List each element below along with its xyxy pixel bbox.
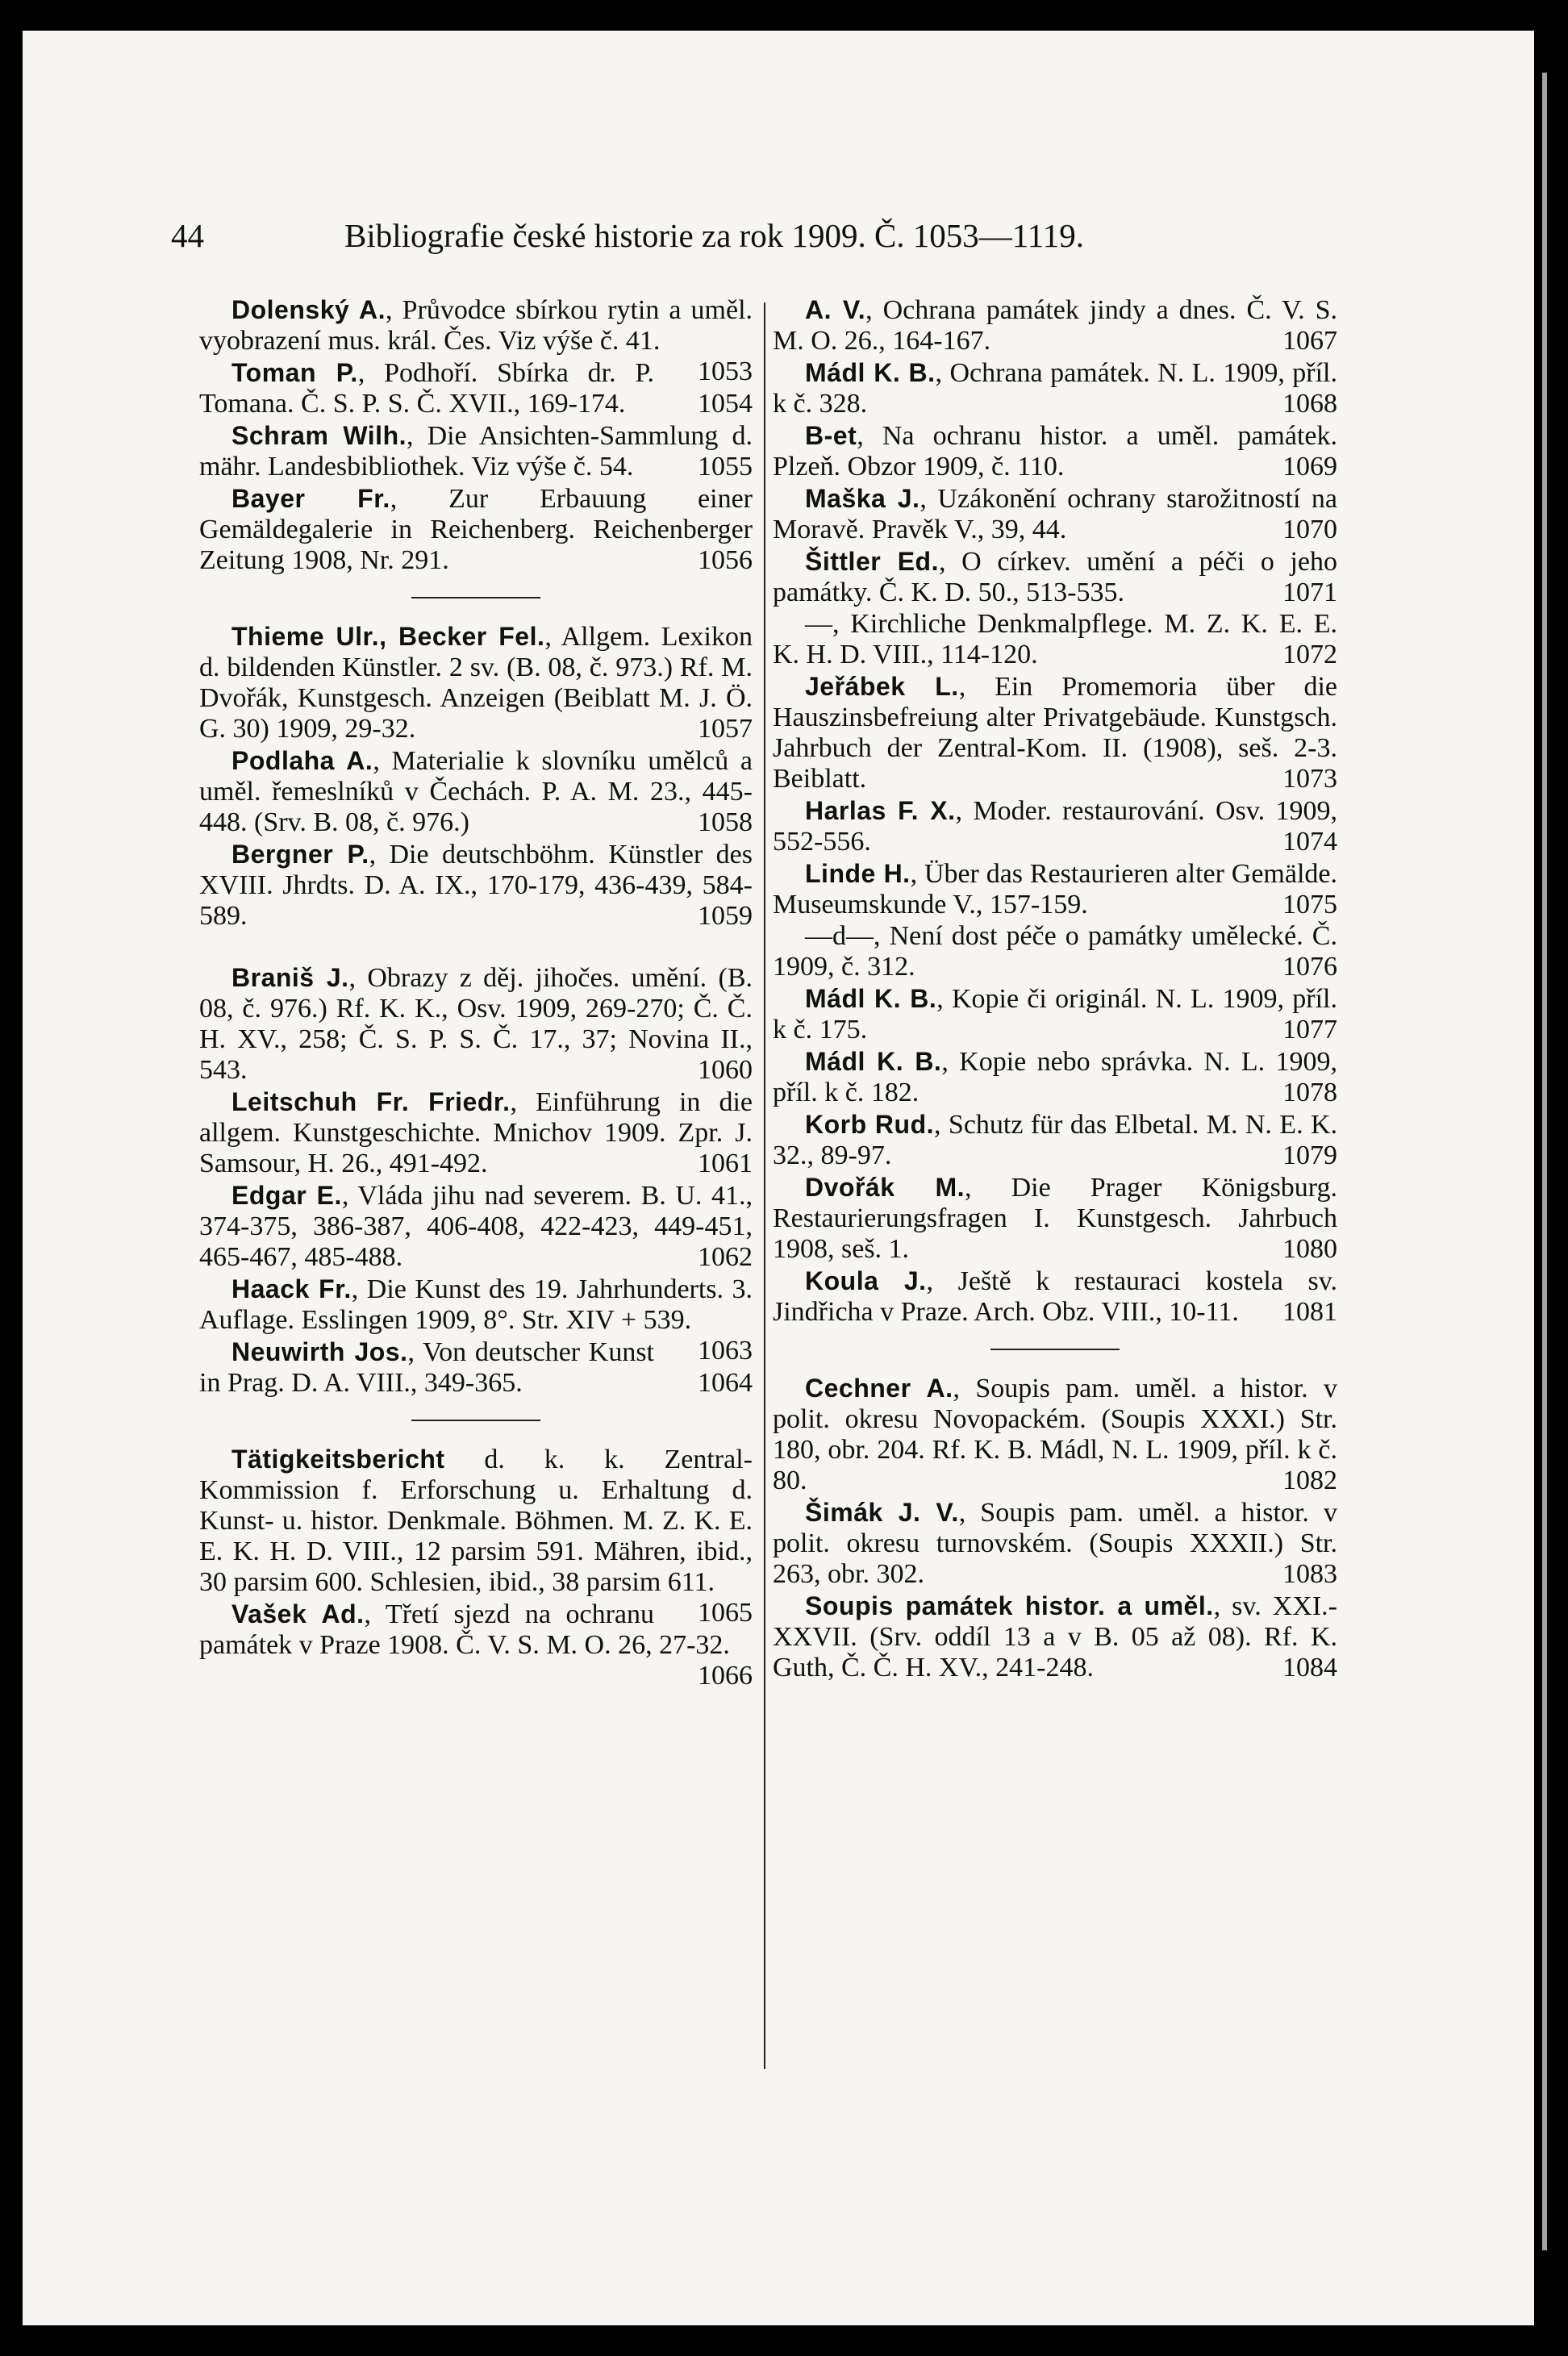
entry-text: —d—, Není dost péče o památky umělecké. Č. 1909, č. 312. [773, 921, 1337, 982]
entry-number: 1080 [1282, 1234, 1337, 1264]
entry-number: 1061 [698, 1149, 753, 1178]
entry-text: , Die deutschböhm. Künstler des XVIII. Jhrdts. D. A. IX., 170-179, 436-439, 584-589. [199, 840, 753, 931]
running-title: Bibliografie české historie za rok 1909. Č. 1053—1119. [344, 217, 1084, 254]
bibliography-entry [773, 1497, 1337, 1590]
entry-number: 1084 [1282, 1653, 1337, 1683]
bibliography-entry [773, 1266, 1337, 1328]
entry-text: , Moder. restaurování. Osv. 1909, 552-556. [773, 796, 1338, 857]
entry-author: Edgar E. [231, 1181, 342, 1210]
entry-text: , Ochrana památek. N. L. 1909, příl. k č. 328. [773, 358, 1337, 419]
entry-author: Mádl K. B. [805, 358, 936, 387]
entry-text: , sv. XXI.-XXVII. (Srv. oddíl 13 a v B. 05 až 08). Rf. K. Guth, Č. Č. H. XV., 241-248. [773, 1591, 1337, 1683]
left-column [199, 294, 753, 1691]
bibliography-entry [773, 609, 1337, 670]
entry-author: Vašek Ad. [231, 1599, 365, 1628]
entry-number: 1076 [1282, 952, 1337, 982]
entry-number: 1069 [1282, 452, 1337, 482]
section-separator [411, 1420, 540, 1421]
entry-text: , O církev. umění a péči o jeho památky. Č. K. D. 50., 513-535. [773, 547, 1337, 607]
entry-text: , Uzákonění ochrany starožitností na Moravě. Pravěk V., 39, 44. [773, 484, 1337, 544]
entry-text: , Zur Erbauung einer Gemäldegalerie in Reichenberg. Reichenberger Zeitung 1908, Nr. 291. [199, 484, 753, 575]
page-number: 44 [171, 217, 204, 254]
entry-number: 1073 [1282, 764, 1337, 794]
section-separator [411, 597, 540, 598]
entry-number: 1065 [698, 1598, 753, 1628]
entry-author: Šimák J. V. [805, 1498, 959, 1527]
entry-text: —, Kirchliche Denkmalpflege. M. Z. K. E. E. K. H. D. VIII., 114-120. [773, 609, 1337, 669]
entry-text: , Die Ansichten-Sammlung d. mähr. Landesbibliothek. Viz výše č. 54. [199, 421, 753, 482]
entry-text: , Kopie či originál. N. L. 1909, příl. k č. 175. [773, 984, 1338, 1045]
entry-number: 1068 [1282, 389, 1337, 419]
entry-author: Bayer Fr. [231, 484, 390, 513]
entry-author: Mádl K. B. [805, 984, 937, 1013]
entry-text: , Einführung in die allgem. Kunstgeschichte. Mnichov 1909. Zpr. J. Samsour, H. 26., 491-492. [199, 1087, 753, 1178]
entry-text: , Obrazy z děj. jihočes. umění. (B. 08, č. 976.) Rf. K. K., Osv. 1909, 269-270; Č. Č. H. XV., 258; Č. S. P. S. Č. 17., 37; Novina II., 543. [199, 963, 753, 1085]
bibliography-entry [199, 745, 753, 838]
entry-number: 1064 [698, 1368, 753, 1398]
section-separator [990, 1349, 1120, 1350]
entry-text: , Über das Restaurieren alter Gemälde. Museumskunde V., 157-159. [773, 859, 1337, 919]
entry-number: 1056 [698, 545, 753, 575]
bibliography-entry [199, 621, 753, 744]
entry-text: , Průvodce sbírkou rytin a uměl. vyobrazení mus. král. Čes. Viz výše č. 41. [199, 295, 753, 356]
entry-author: Maška J. [805, 484, 920, 513]
bibliography-entry [199, 483, 753, 576]
entry-author: Mádl K. B. [805, 1047, 942, 1076]
bibliography-entry [773, 1373, 1337, 1496]
entry-author: Bergner P. [231, 840, 369, 869]
entry-number: 1063 [698, 1336, 753, 1366]
entry-text: , Vláda jihu nad severem. B. U. 41., 374-375, 386-387, 406-408, 422-423, 449-451, 465-467, 485-488. [199, 1181, 753, 1272]
bibliography-entry [773, 921, 1337, 982]
entry-number: 1081 [1282, 1297, 1337, 1327]
column-divider [764, 302, 765, 2069]
bibliography-entry [773, 294, 1337, 357]
entry-number: 1053 [698, 357, 753, 386]
bibliography-entry [773, 1109, 1337, 1171]
bibliography-entry [773, 795, 1337, 857]
entry-number: 1079 [1282, 1140, 1337, 1170]
bibliography-entry [199, 1180, 753, 1273]
entry-author: B-et [805, 421, 857, 450]
entry-text: , Soupis pam. uměl. a histor. v polit. okresu turnovském. (Soupis XXXII.) Str. 263, obr. 302. [773, 1498, 1337, 1589]
bibliography-entry [199, 420, 753, 482]
bibliography-entry [773, 671, 1337, 794]
entry-number: 1067 [1282, 326, 1337, 356]
bibliography-entry [773, 420, 1337, 482]
entry-text: , Die Kunst des 19. Jahrhunderts. 3. Auflage. Esslingen 1909, 8°. Str. XIV + 539. [199, 1274, 753, 1335]
entry-number: 1066 [698, 1661, 753, 1691]
entry-author: Cechner A. [805, 1374, 953, 1403]
entry-author: Dvořák M. [805, 1173, 965, 1202]
entry-author: Soupis památek histor. a uměl. [805, 1591, 1214, 1620]
entry-text: , Ochrana památek jindy a dnes. Č. V. S. M. O. 26., 164-167. [773, 295, 1338, 356]
entry-text: , Ein Promemoria über die Hauszinsbefreiung alter Privatgebäude. Kunstgsch. Jahrbuch der Zentral-Kom. II. (1908), seš. 2-3. Beiblatt. [773, 672, 1337, 794]
entry-number: 1059 [698, 901, 753, 931]
entry-text: , Soupis pam. uměl. a histor. v polit. okresu Novopackém. (Soupis XXXI.) Str. 180, obr. 204. Rf. K. B. Mádl, N. L. 1909, příl. k č. 80. [773, 1374, 1337, 1495]
entry-number: 1070 [1282, 515, 1337, 544]
entry-author: A. V. [805, 295, 866, 324]
entry-number: 1074 [1282, 827, 1337, 857]
entry-author: Toman P. [231, 358, 358, 387]
entry-number: 1062 [698, 1242, 753, 1272]
bibliography-entry [199, 1086, 753, 1179]
entry-author: Thieme Ulr., Becker Fel. [231, 622, 545, 651]
entry-number: 1078 [1282, 1078, 1337, 1107]
bibliography-entry [199, 839, 753, 932]
page-header [171, 216, 1381, 256]
entry-author: Neuwirth Jos. [231, 1337, 408, 1366]
entry-author: Harlas F. X. [805, 796, 956, 825]
entry-number: 1077 [1282, 1015, 1337, 1045]
entry-number: 1082 [1282, 1466, 1337, 1495]
bibliography-entry [773, 983, 1337, 1045]
right-column [773, 294, 1337, 1683]
section-gap [199, 932, 753, 962]
entry-author: Šittler Ed. [805, 547, 939, 576]
entry-text: , Třetí sjezd na ochranu památek v Praze 1908. Č. V. S. M. O. 26, 27-32. [199, 1599, 730, 1660]
entry-text: , Ještě k restauraci kostela sv. Jindřicha v Praze. Arch. Obz. VIII., 10-11. [773, 1266, 1337, 1327]
entry-text: , Die Prager Königsburg. Restaurierungsfragen I. Kunstgesch. Jahrbuch 1908, seš. 1. [773, 1173, 1338, 1264]
bibliography-entry [773, 357, 1337, 419]
entry-author: Jeřábek L. [805, 672, 959, 701]
entry-author: Korb Rud. [805, 1110, 935, 1139]
scan-edge-line [1542, 73, 1547, 2250]
entry-author: Koula J. [805, 1266, 927, 1295]
bibliography-entry [773, 1172, 1337, 1265]
entry-author: Braniš J. [231, 963, 349, 992]
entry-text: , Kopie nebo správka. N. L. 1909, příl. k č. 182. [773, 1047, 1338, 1107]
bibliography-entry [773, 483, 1337, 545]
entry-text: d. k. k. Zentral-Kommission f. Erforschung u. Erhaltung d. Kunst- u. histor. Denkmale. Böhmen. M. Z. K. E. E. K. H. D. VIII., 12 parsim 591. Mähren, ibid., 30 parsim 600. Schlesien, ibid., 38 parsim 611. [199, 1445, 753, 1597]
entry-author: Haack Fr. [231, 1274, 352, 1303]
bibliography-entry [773, 1046, 1337, 1108]
bibliography-entry [773, 858, 1337, 920]
entry-author: Leitschuh Fr. Friedr. [231, 1087, 511, 1116]
entry-text: , Allgem. Lexikon d. bildenden Künstler. 2 sv. (B. 08, č. 973.) Rf. M. Dvořák, Kunstgesch. Anzeigen (Beiblatt M. J. Ö. G. 30) 1909, 29-32. [199, 622, 753, 744]
entry-number: 1055 [698, 452, 753, 482]
entry-author: Podlaha A. [231, 746, 373, 775]
entry-number: 1058 [698, 807, 753, 837]
entry-number: 1075 [1282, 890, 1337, 919]
entry-number: 1083 [1282, 1559, 1337, 1589]
entry-number: 1057 [698, 714, 753, 744]
entry-number: 1072 [1282, 640, 1337, 669]
entry-text: , Podhoří. Sbírka dr. P. Tomana. Č. S. P. S. Č. XVII., 169-174. [199, 358, 654, 419]
entry-author: Schram Wilh. [231, 421, 407, 450]
scan-edge-strip [1534, 0, 1568, 2356]
entry-number: 1054 [698, 389, 753, 419]
entry-text: , Schutz für das Elbetal. M. N. E. K. 32., 89-97. [773, 1110, 1338, 1170]
entry-number: 1071 [1282, 578, 1337, 607]
bibliography-entry [773, 546, 1337, 608]
entry-number: 1060 [698, 1055, 753, 1085]
entry-author: Linde H. [805, 859, 911, 888]
entry-author: Dolenský A. [231, 295, 386, 324]
entry-text: , Von deutscher Kunst in Prag. D. A. VIII., 349-365. [199, 1337, 654, 1398]
bibliography-entry [773, 1591, 1337, 1683]
bibliography-entry [199, 962, 753, 1086]
entry-author: Tätigkeitsbericht [231, 1445, 445, 1474]
entry-text: , Na ochranu histor. a uměl. památek. Plzeň. Obzor 1909, č. 110. [773, 421, 1337, 482]
entry-text: , Materialie k slovníku umělců a uměl. řemeslníků v Čechách. P. A. M. 23., 445-448. (Srv. B. 08, č. 976.) [199, 746, 753, 837]
